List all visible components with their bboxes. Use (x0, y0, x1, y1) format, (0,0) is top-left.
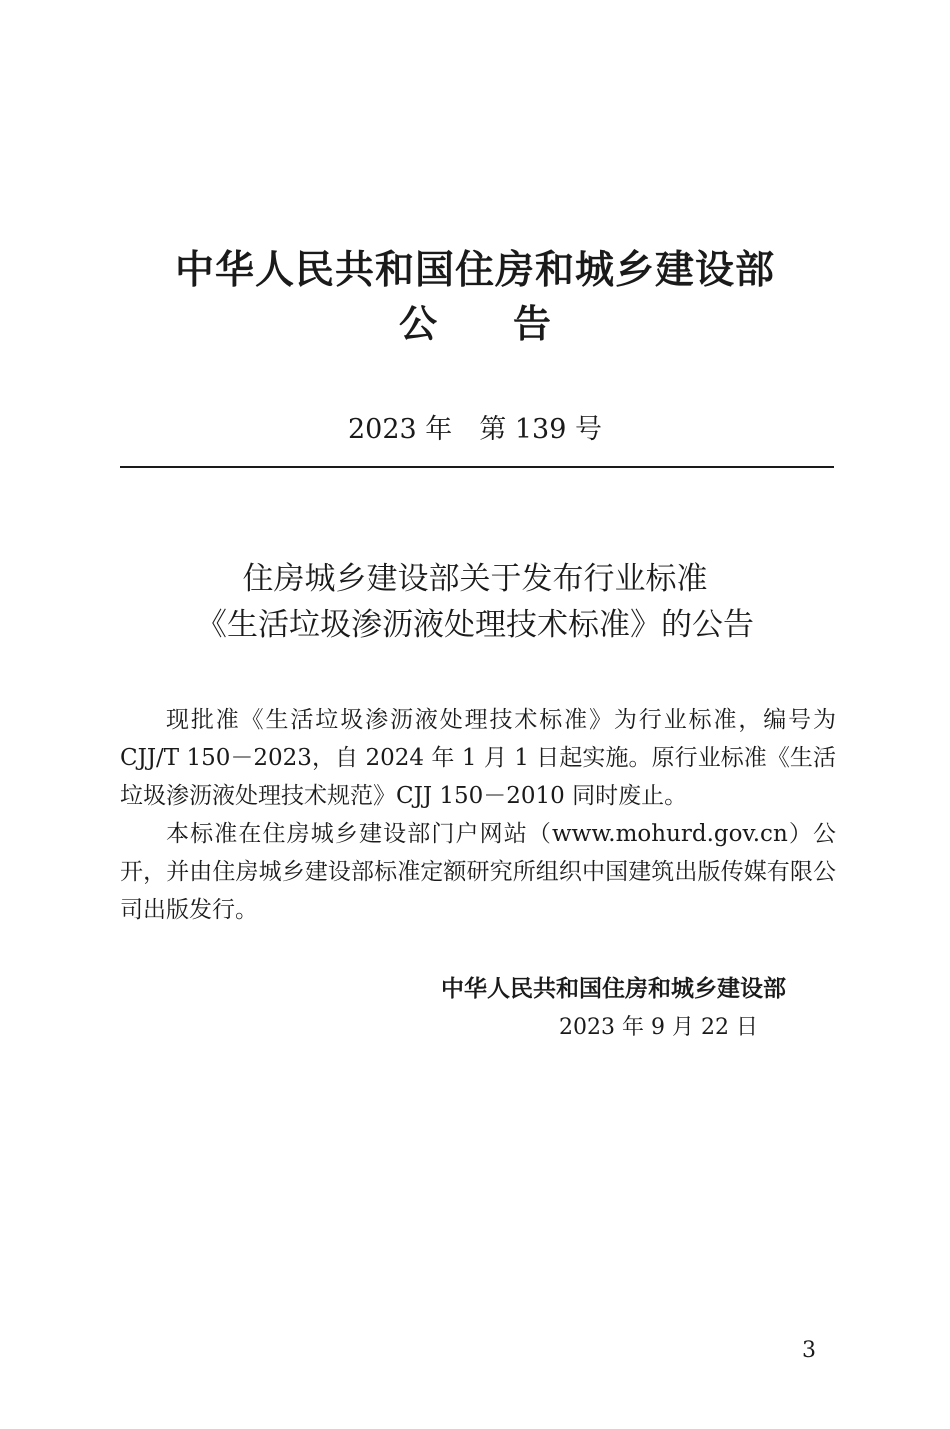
issuing-ministry-heading: 中华人民共和国住房和城乡建设部 (174, 248, 775, 293)
notice-title (0, 556, 950, 648)
signature-organization: 中华人民共和国住房和城乡建设部 (441, 976, 786, 1002)
notice-heading: 公告 (398, 302, 627, 346)
signature-date: 2023 年 9 月 22 日 (559, 1015, 758, 1040)
notice-title-line-2: 《生活垃圾渗沥液处理技术标准》的公告 (196, 607, 754, 643)
body-paragraph-1: 现批准《生活垃圾渗沥液处理技术标准》为行业标准，编号为 CJJ/T 150－2023，自 2024 年 1 月 1 日起实施。原行业标准《生活垃圾渗沥液处理技术规范》CJJ 150－2010 同时废止。 (120, 707, 836, 809)
body-paragraph-2: 本标准在住房城乡建设部门户网站（www.mohurd.gov.cn）公开，并由住房城乡建设部标准定额研究所组织中国建筑出版传媒有限公司出版发行。 (120, 821, 836, 923)
header-divider (120, 466, 834, 468)
page-number: 3 (802, 1338, 816, 1363)
notice-number: 2023 年 第 139 号 (348, 414, 602, 445)
notice-title-line-1: 住房城乡建设部关于发布行业标准 (242, 561, 708, 597)
notice-body (120, 701, 836, 929)
